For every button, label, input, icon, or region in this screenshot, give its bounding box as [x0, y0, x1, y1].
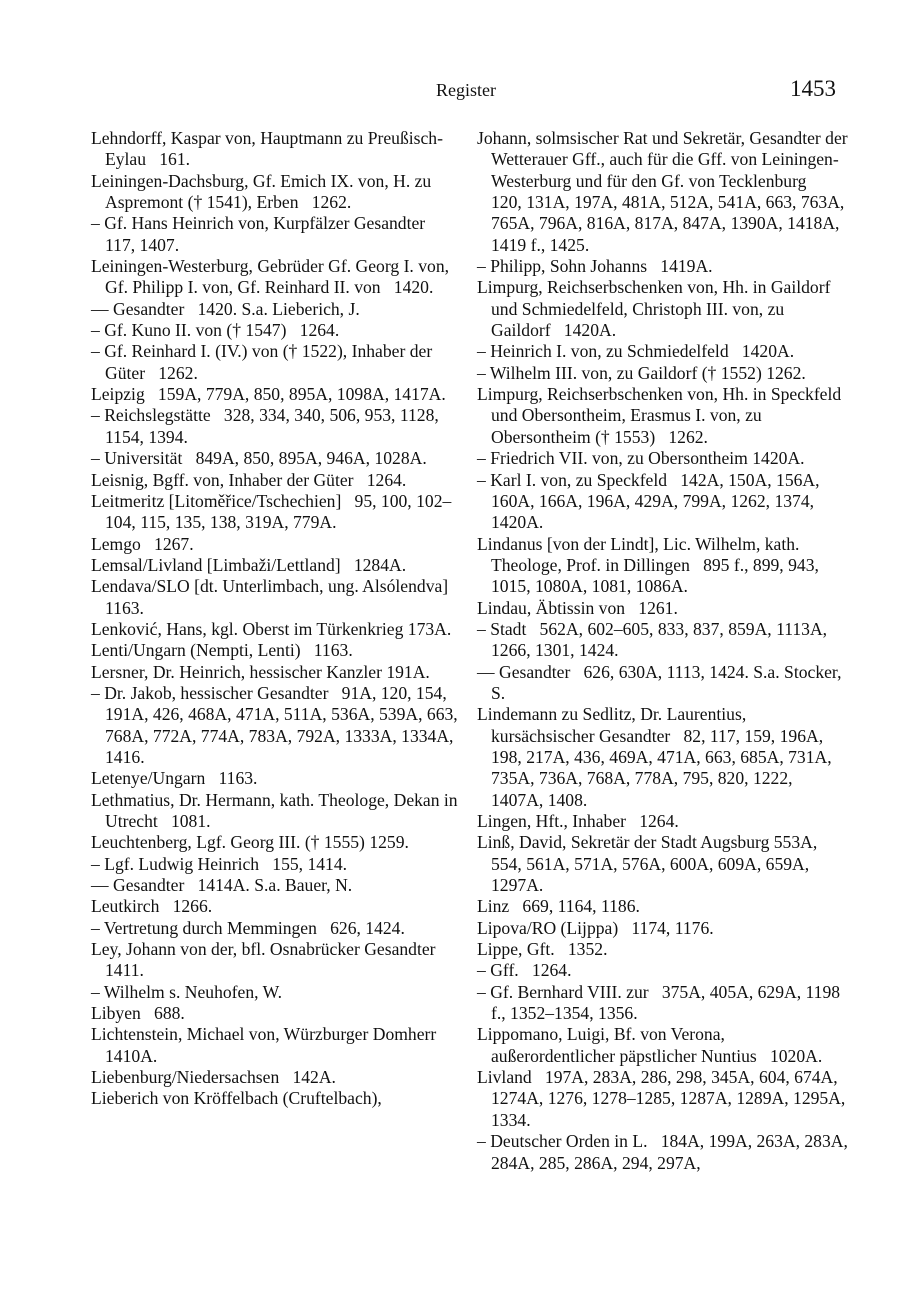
index-entry: Leiningen-Dachsburg, Gf. Emich IX. von, H. zu Aspremont († 1541), Erben 1262. [91, 170, 432, 213]
index-entry: Lichtenstein, Michael von, Würzburger Domherr 1410A. [91, 1024, 446, 1066]
index-entry: – Wilhelm III. von, zu Gaildorf († 1552) 1262. [477, 362, 806, 383]
index-entry: Johann, solmsischer Rat und Sekretär, Gesandter der Wetterauer Gff., auch für die Gff. von Leiningen-Westerburg und für den Gf. von Tecklenburg 120, 131A, 197A, 481A, 512A, 541A, 663, 763A, 765A, 796A, 816A, 817A, 847A, 1390A, 1418A, 1419 f., 1425. [477, 128, 848, 255]
index-entry: Leitmeritz [Litoměřice/Tschechien] 95, 100, 102–104, 115, 135, 138, 319A, 779A. [91, 490, 452, 533]
index-entry: – Gf. Bernhard VIII. zur 375A, 405A, 629A, 1198 f., 1352–1354, 1356. [477, 981, 841, 1024]
index-entry: Limpurg, Reichserbschenken von, Hh. in Gaildorf und Schmiedelfeld, Christoph III. von, zu Gaildorf 1420A. [477, 277, 831, 341]
index-entry: Lemsal/Livland [Limbaži/Lettland] 1284A. [91, 554, 407, 575]
index-entry: Lingen, Hft., Inhaber 1264. [477, 811, 679, 831]
index-entry: Leuchtenberg, Lgf. Georg III. († 1555) 1259. [91, 832, 409, 853]
index-entry: Linz 669, 1164, 1186. [477, 896, 640, 917]
index-entry: – Deutscher Orden in L. 184A, 199A, 263A, 283A, 284A, 285, 286A, 294, 297A, [477, 1131, 848, 1173]
index-entry: – Stadt 562A, 602–605, 833, 837, 859A, 1113A, 1266, 1301, 1424. [477, 618, 828, 661]
index-entry: – Universität 849A, 850, 895A, 946A, 1028A. [91, 448, 427, 469]
index-entry: Linß, David, Sekretär der Stadt Augsburg 553A, 554, 561A, 571A, 576A, 600A, 609A, 659A, 1297A. [477, 832, 818, 896]
index-entry: – Dr. Jakob, hessischer Gesandter 91A, 120, 154, 191A, 426, 468A, 471A, 511A, 536A, 539A, 663, 768A, 772A, 774A, 783A, 792A, 1333A, 1334A, 1416. [91, 682, 458, 767]
index-entry: – Gf. Kuno II. von († 1547) 1264. [91, 320, 340, 341]
index-entry: Leiningen-Westerburg, Gebrüder Gf. Georg I. von, Gf. Philipp I. von, Gf. Reinhard II. von 1420. [91, 256, 450, 298]
index-entry: – Vertretung durch Memmingen 626, 1424. [91, 917, 405, 938]
index-entry: Livland 197A, 283A, 286, 298, 345A, 604, 674A, 1274A, 1276, 1278–1285, 1287A, 1289A, 1295A, 1334. [477, 1067, 846, 1130]
index-entry: Lindemann zu Sedlitz, Dr. Laurentius, kursächsischer Gesandter 82, 117, 159, 196A, 198, 217A, 436, 469A, 471A, 663, 685A, 731A, 735A, 736A, 768A, 778A, 795, 820, 1222, 1407A, 1408. [477, 704, 832, 810]
index-entry: –– Gesandter 626, 630A, 1113, 1424. S.a. Stocker, S. [477, 661, 842, 703]
index-entry: Lenković, Hans, kgl. Oberst im Türkenkrieg 173A. [91, 618, 452, 639]
index-entry: – Friedrich VII. von, zu Obersontheim 1420A. [477, 448, 805, 469]
index-entry: – Heinrich I. von, zu Schmiedelfeld 1420A. [477, 341, 795, 362]
index-entry: Libyen 688. [91, 1003, 185, 1024]
index-entry: Lersner, Dr. Heinrich, hessischer Kanzler 191A. [91, 661, 430, 682]
index-entry: –– Gesandter 1420. S.a. Lieberich, J. [91, 298, 360, 319]
index-entry: Lemgo 1267. [91, 533, 194, 554]
index-entry: Leipzig 159A, 779A, 850, 895A, 1098A, 1417A. [91, 384, 446, 405]
index-entry: Limpurg, Reichserbschenken von, Hh. in Speckfeld und Obersontheim, Erasmus I. von, zu Obersontheim († 1553) 1262. [477, 384, 842, 447]
index-entry: Leutkirch 1266. [91, 896, 213, 917]
index-entry: –– Gesandter 1414A. S.a. Bauer, N. [91, 875, 353, 896]
index-entry: Lippomano, Luigi, Bf. von Verona, außerordentlicher päpstlicher Nuntius 1020A. [477, 1024, 823, 1066]
index-column-left [91, 128, 463, 1110]
index-entry: Lieberich von Kröffelbach (Cruftelbach), [91, 1088, 382, 1109]
index-entry: Leisnig, Bgff. von, Inhaber der Güter 1264. [91, 469, 407, 490]
index-entry: Ley, Johann von der, bfl. Osnabrücker Gesandter 1411. [91, 939, 445, 981]
index-entry: – Gf. Reinhard I. (IV.) von († 1522), Inhaber der Güter 1262. [91, 341, 433, 383]
index-entry: – Wilhelm s. Neuhofen, W. [91, 981, 283, 1002]
index-entry: Lippe, Gft. 1352. [477, 939, 608, 960]
index-entry: Lethmatius, Dr. Hermann, kath. Theologe, Dekan in Utrecht 1081. [91, 789, 458, 831]
index-entry: Lipova/RO (Lijppa) 1174, 1176. [477, 917, 714, 938]
index-entry: Liebenburg/Niedersachsen 142A. [91, 1067, 336, 1088]
index-entry: Lindanus [von der Lindt], Lic. Wilhelm, kath. Theologe, Prof. in Dillingen 895 f., 899, 943, 1015, 1080A, 1081, 1086A. [477, 533, 819, 597]
index-entry: Lenti/Ungarn (Nempti, Lenti) 1163. [91, 640, 353, 661]
running-header-title: Register [436, 80, 496, 100]
index-column-right [477, 128, 849, 1174]
index-entry: Lendava/SLO [dt. Unterlimbach, ung. Alsólendva] 1163. [91, 576, 457, 618]
page-number: 1453 [790, 76, 836, 101]
index-entry: Letenye/Ungarn 1163. [91, 768, 258, 789]
index-entry: – Reichslegstätte 328, 334, 340, 506, 953, 1128, 1154, 1394. [91, 405, 439, 447]
index-entry: Lindau, Äbtissin von 1261. [477, 597, 678, 618]
index-entry: – Karl I. von, zu Speckfeld 142A, 150A, 156A, 160A, 166A, 196A, 429A, 799A, 1262, 1374, 1420A. [477, 469, 820, 533]
index-entry: – Philipp, Sohn Johanns 1419A. [477, 256, 713, 277]
index-entry: – Lgf. Ludwig Heinrich 155, 1414. [91, 853, 348, 874]
index-entry: Lehndorff, Kaspar von, Hauptmann zu Preußisch-Eylau 161. [91, 128, 443, 170]
index-entry: – Gff. 1264. [477, 960, 572, 981]
index-entry: – Gf. Hans Heinrich von, Kurpfälzer Gesandter 117, 1407. [91, 213, 434, 255]
